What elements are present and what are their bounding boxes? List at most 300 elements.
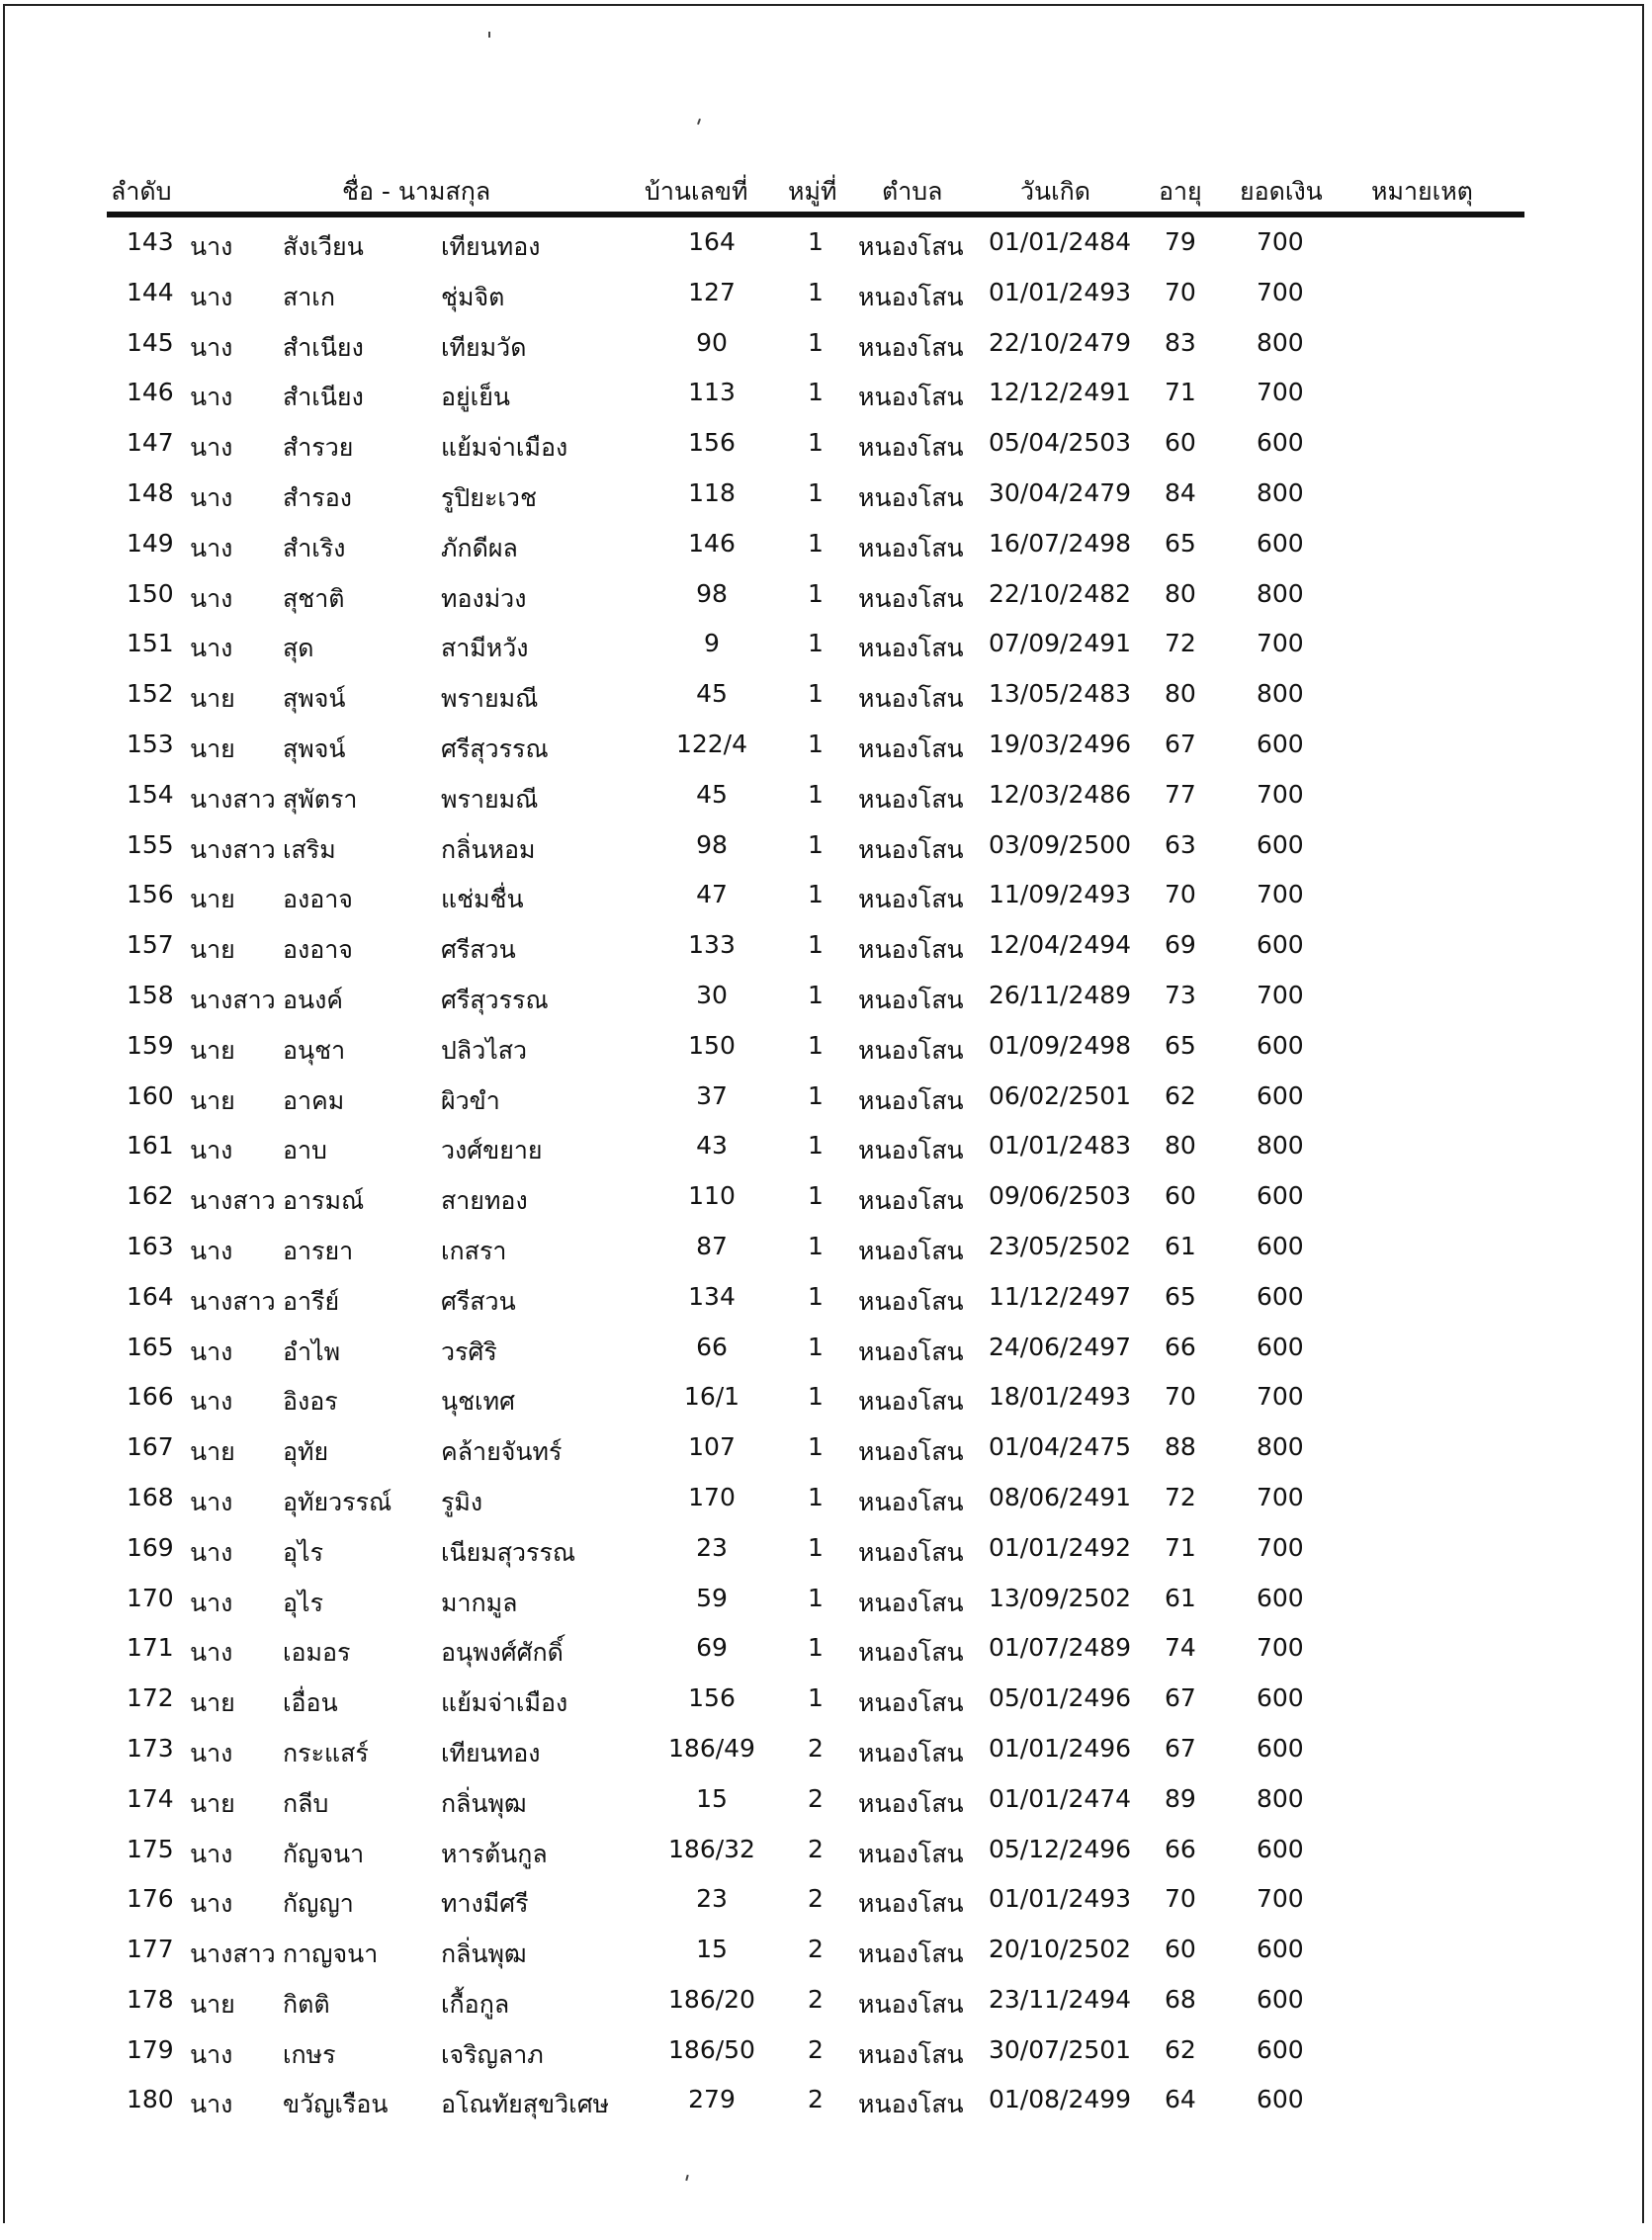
row-house-no: 66	[696, 1332, 728, 1361]
row-no: 148	[127, 477, 174, 507]
row-amount: 600	[1257, 1984, 1304, 2014]
row-amount: 800	[1257, 1432, 1304, 1462]
table-row	[0, 1374, 1652, 1424]
row-last-name: กลิ่นพุฒ	[441, 1939, 527, 1969]
table-row	[0, 2027, 1652, 2078]
row-age: 67	[1165, 1683, 1196, 1713]
row-title: นาง	[190, 634, 233, 663]
table-row	[0, 1224, 1652, 1274]
row-last-name: พรายมณี	[441, 684, 539, 714]
row-amount: 800	[1257, 679, 1304, 709]
row-house-no: 150	[688, 1030, 736, 1060]
row-no: 168	[127, 1482, 174, 1511]
row-house-no: 156	[688, 1683, 736, 1713]
table-row	[0, 1475, 1652, 1525]
row-no: 175	[127, 1834, 174, 1863]
row-last-name: เทียนทอง	[441, 1738, 541, 1767]
row-house-no: 146	[688, 528, 736, 558]
header-amount: ยอดเงิน	[1240, 177, 1323, 206]
row-no: 146	[127, 378, 174, 407]
row-age: 66	[1165, 1332, 1196, 1361]
row-house-no: 186/49	[668, 1733, 755, 1763]
row-last-name: รูปิยะเวช	[441, 482, 537, 512]
row-tambon: หนองโสน	[858, 533, 964, 562]
row-title: นาย	[190, 684, 235, 714]
row-last-name: นุชเทศ	[441, 1387, 515, 1417]
row-title: นางสาว	[190, 1186, 276, 1216]
row-first-name: อุไร	[283, 1588, 324, 1617]
row-moo: 1	[808, 1030, 824, 1060]
row-title: นาย	[190, 1788, 235, 1818]
row-no: 149	[127, 528, 174, 558]
row-first-name: สำเริง	[283, 533, 346, 562]
row-house-no: 164	[688, 227, 736, 256]
row-first-name: สุด	[283, 634, 314, 663]
row-age: 79	[1165, 227, 1196, 256]
row-house-no: 23	[696, 1884, 728, 1914]
row-amount: 800	[1257, 327, 1304, 357]
row-first-name: อารมณ์	[283, 1186, 365, 1216]
row-age: 67	[1165, 729, 1196, 758]
row-amount: 700	[1257, 1884, 1304, 1914]
row-amount: 600	[1257, 829, 1304, 859]
row-house-no: 45	[696, 679, 728, 709]
row-house-no: 69	[696, 1633, 728, 1663]
row-moo: 1	[808, 378, 824, 407]
row-no: 144	[127, 277, 174, 306]
row-title: นาย	[190, 1437, 235, 1467]
row-last-name: กลิ่นหอม	[441, 834, 536, 864]
row-title: นาง	[190, 1537, 233, 1567]
table-row	[0, 1424, 1652, 1475]
row-last-name: อยู่เย็น	[441, 383, 510, 412]
row-amount: 600	[1257, 2034, 1304, 2064]
row-title: นาง	[190, 1487, 233, 1516]
row-amount: 700	[1257, 1532, 1304, 1562]
row-house-no: 30	[696, 980, 728, 1009]
row-dob: 06/02/2501	[989, 1080, 1132, 1110]
row-no: 179	[127, 2034, 174, 2064]
row-dob: 07/09/2491	[989, 629, 1132, 658]
row-last-name: เทียนทอง	[441, 232, 541, 261]
row-amount: 600	[1257, 1281, 1304, 1311]
row-amount: 600	[1257, 2085, 1304, 2114]
row-moo: 2	[808, 2085, 824, 2114]
row-no: 143	[127, 227, 174, 256]
table-row	[0, 1525, 1652, 1576]
row-house-no: 186/50	[668, 2034, 755, 2064]
row-last-name: ทองม่วง	[441, 583, 527, 613]
table-body	[0, 219, 1652, 2127]
row-dob: 23/11/2494	[989, 1984, 1132, 2014]
row-tambon: หนองโสน	[858, 935, 964, 965]
table-row	[0, 471, 1652, 521]
row-no: 163	[127, 1231, 174, 1260]
row-no: 180	[127, 2085, 174, 2114]
row-age: 68	[1165, 1984, 1196, 2014]
row-age: 66	[1165, 1834, 1196, 1863]
table-row	[0, 1726, 1652, 1776]
row-tambon: หนองโสน	[858, 733, 964, 763]
row-age: 70	[1165, 277, 1196, 306]
row-age: 64	[1165, 2085, 1196, 2114]
row-dob: 12/03/2486	[989, 779, 1132, 809]
row-title: นาง	[190, 1136, 233, 1165]
header-name: ชื่อ - นามสกุล	[342, 177, 491, 206]
row-amount: 800	[1257, 1783, 1304, 1813]
row-age: 74	[1165, 1633, 1196, 1663]
row-house-no: 45	[696, 779, 728, 809]
row-house-no: 47	[696, 880, 728, 909]
row-amount: 800	[1257, 1131, 1304, 1161]
row-dob: 01/08/2499	[989, 2085, 1132, 2114]
row-amount: 700	[1257, 880, 1304, 909]
row-title: นางสาว	[190, 1286, 276, 1316]
row-house-no: 90	[696, 327, 728, 357]
row-dob: 30/04/2479	[989, 477, 1132, 507]
row-no: 166	[127, 1382, 174, 1412]
row-tambon: หนองโสน	[858, 2090, 964, 2119]
row-dob: 01/04/2475	[989, 1432, 1132, 1462]
row-no: 170	[127, 1583, 174, 1612]
row-no: 145	[127, 327, 174, 357]
row-moo: 1	[808, 729, 824, 758]
row-first-name: องอาจ	[283, 935, 353, 965]
row-tambon: หนองโสน	[858, 1437, 964, 1467]
header-dob: วันเกิด	[1020, 177, 1091, 206]
row-age: 63	[1165, 829, 1196, 859]
row-tambon: หนองโสน	[858, 684, 964, 714]
row-no: 172	[127, 1683, 174, 1713]
row-first-name: สุพจน์	[283, 684, 346, 714]
row-moo: 1	[808, 428, 824, 458]
row-dob: 22/10/2482	[989, 578, 1132, 608]
row-tambon: หนองโสน	[858, 885, 964, 914]
row-moo: 1	[808, 1332, 824, 1361]
row-dob: 16/07/2498	[989, 528, 1132, 558]
row-no: 152	[127, 679, 174, 709]
row-no: 169	[127, 1532, 174, 1562]
table-row	[0, 1876, 1652, 1927]
header-note: หมายเหตุ	[1371, 177, 1473, 206]
row-age: 61	[1165, 1231, 1196, 1260]
row-age: 89	[1165, 1783, 1196, 1813]
row-tambon: หนองโสน	[858, 1989, 964, 2019]
row-moo: 1	[808, 1281, 824, 1311]
row-tambon: หนองโสน	[858, 1688, 964, 1718]
row-house-no: 9	[704, 629, 720, 658]
row-dob: 01/07/2489	[989, 1633, 1132, 1663]
row-title: นาง	[190, 1738, 233, 1767]
table-row	[0, 1123, 1652, 1173]
row-last-name: รูมิง	[441, 1487, 483, 1516]
row-title: นาง	[190, 1336, 233, 1366]
row-tambon: หนองโสน	[858, 1939, 964, 1969]
row-age: 70	[1165, 1884, 1196, 1914]
row-amount: 700	[1257, 378, 1304, 407]
row-house-no: 110	[688, 1181, 736, 1211]
row-last-name: กลิ่นพุฒ	[441, 1788, 527, 1818]
row-dob: 01/01/2493	[989, 277, 1132, 306]
row-age: 80	[1165, 578, 1196, 608]
row-moo: 1	[808, 1432, 824, 1462]
row-last-name: อโณทัยสุขวิเศษ	[441, 2090, 610, 2119]
row-dob: 18/01/2493	[989, 1382, 1132, 1412]
row-first-name: อำไพ	[283, 1336, 341, 1366]
row-first-name: อารีย์	[283, 1286, 340, 1316]
row-house-no: 133	[688, 930, 736, 960]
row-title: นาง	[190, 1638, 233, 1668]
row-first-name: กัญจนา	[283, 1839, 365, 1868]
row-moo: 1	[808, 880, 824, 909]
row-first-name: องอาจ	[283, 885, 353, 914]
row-no: 158	[127, 980, 174, 1009]
row-amount: 600	[1257, 1583, 1304, 1612]
table-row	[0, 571, 1652, 622]
row-no: 147	[127, 428, 174, 458]
row-first-name: สำรวย	[283, 433, 354, 463]
row-age: 69	[1165, 930, 1196, 960]
row-moo: 1	[808, 1080, 824, 1110]
row-house-no: 23	[696, 1532, 728, 1562]
row-house-no: 127	[688, 277, 736, 306]
row-no: 165	[127, 1332, 174, 1361]
table-row	[0, 1625, 1652, 1676]
row-no: 176	[127, 1884, 174, 1914]
row-first-name: อุทัยวรรณ์	[283, 1487, 392, 1516]
row-first-name: เกษร	[283, 2039, 336, 2069]
table-row	[0, 270, 1652, 320]
row-first-name: กลีบ	[283, 1788, 329, 1818]
row-title: นาย	[190, 733, 235, 763]
row-house-no: 98	[696, 829, 728, 859]
row-tambon: หนองโสน	[858, 1387, 964, 1417]
row-first-name: สุพจน์	[283, 733, 346, 763]
row-last-name: มากมูล	[441, 1588, 518, 1617]
row-amount: 600	[1257, 428, 1304, 458]
row-tambon: หนองโสน	[858, 1588, 964, 1617]
table-row	[0, 370, 1652, 420]
row-moo: 1	[808, 1532, 824, 1562]
row-tambon: หนองโสน	[858, 1035, 964, 1065]
row-last-name: สามีหวัง	[441, 634, 529, 663]
header-house-no: บ้านเลขที่	[645, 177, 748, 206]
row-tambon: หนองโสน	[858, 482, 964, 512]
row-age: 71	[1165, 1532, 1196, 1562]
row-tambon: หนองโสน	[858, 282, 964, 311]
row-last-name: สายทอง	[441, 1186, 528, 1216]
row-house-no: 59	[696, 1583, 728, 1612]
row-tambon: หนองโสน	[858, 1638, 964, 1668]
scan-speck	[488, 32, 490, 38]
table-row	[0, 1576, 1652, 1626]
table-row	[0, 420, 1652, 471]
row-house-no: 279	[688, 2085, 736, 2114]
row-last-name: แช่มชื่น	[441, 885, 524, 914]
header-tambon: ตำบล	[882, 177, 943, 206]
row-moo: 1	[808, 779, 824, 809]
row-dob: 24/06/2497	[989, 1332, 1132, 1361]
row-no: 154	[127, 779, 174, 809]
row-dob: 11/12/2497	[989, 1281, 1132, 1311]
row-dob: 03/09/2500	[989, 829, 1132, 859]
table-row	[0, 973, 1652, 1023]
row-age: 72	[1165, 1482, 1196, 1511]
row-dob: 01/01/2474	[989, 1783, 1132, 1813]
row-no: 164	[127, 1281, 174, 1311]
row-amount: 600	[1257, 930, 1304, 960]
row-tambon: หนองโสน	[858, 332, 964, 362]
table-row	[0, 1274, 1652, 1325]
row-title: นาย	[190, 1989, 235, 2019]
row-last-name: เกื้อกูล	[441, 1989, 510, 2019]
row-amount: 600	[1257, 1935, 1304, 1964]
row-no: 171	[127, 1633, 174, 1663]
row-title: นาง	[190, 533, 233, 562]
row-first-name: สังเวียน	[283, 232, 364, 261]
row-title: นาย	[190, 1688, 235, 1718]
row-age: 80	[1165, 1131, 1196, 1161]
header-age: อายุ	[1159, 177, 1202, 206]
row-tambon: หนองโสน	[858, 1889, 964, 1919]
row-last-name: ปลิวไสว	[441, 1035, 528, 1065]
row-amount: 600	[1257, 528, 1304, 558]
row-first-name: กระแสร์	[283, 1738, 369, 1767]
row-last-name: ศรีสุวรรณ	[441, 985, 549, 1014]
row-no: 153	[127, 729, 174, 758]
row-no: 156	[127, 880, 174, 909]
row-first-name: สุพัตรา	[283, 784, 358, 814]
row-house-no: 118	[688, 477, 736, 507]
row-tambon: หนองโสน	[858, 1487, 964, 1516]
row-amount: 600	[1257, 729, 1304, 758]
table-row	[0, 2077, 1652, 2127]
row-age: 71	[1165, 378, 1196, 407]
row-age: 84	[1165, 477, 1196, 507]
row-title: นาง	[190, 383, 233, 412]
row-amount: 600	[1257, 1683, 1304, 1713]
table-row	[0, 872, 1652, 922]
row-house-no: 122/4	[675, 729, 748, 758]
row-house-no: 87	[696, 1231, 728, 1260]
row-title: นาง	[190, 433, 233, 463]
row-amount: 700	[1257, 1482, 1304, 1511]
row-tambon: หนองโสน	[858, 985, 964, 1014]
row-tambon: หนองโสน	[858, 1788, 964, 1818]
row-tambon: หนองโสน	[858, 583, 964, 613]
row-no: 150	[127, 578, 174, 608]
row-first-name: ขวัญเรือน	[283, 2090, 389, 2119]
row-first-name: อิงอร	[283, 1387, 338, 1417]
row-age: 65	[1165, 1030, 1196, 1060]
row-moo: 1	[808, 1131, 824, 1161]
row-dob: 01/01/2496	[989, 1733, 1132, 1763]
row-no: 174	[127, 1783, 174, 1813]
row-age: 61	[1165, 1583, 1196, 1612]
row-title: นาย	[190, 885, 235, 914]
row-amount: 800	[1257, 477, 1304, 507]
header-no: ลำดับ	[111, 177, 172, 206]
row-tambon: หนองโสน	[858, 2039, 964, 2069]
row-dob: 05/04/2503	[989, 428, 1132, 458]
row-first-name: อุไร	[283, 1537, 324, 1567]
row-age: 72	[1165, 629, 1196, 658]
row-last-name: วงศ์ขยาย	[441, 1136, 543, 1165]
table-row	[0, 1173, 1652, 1224]
row-no: 155	[127, 829, 174, 859]
row-age: 65	[1165, 528, 1196, 558]
row-dob: 19/03/2496	[989, 729, 1132, 758]
row-moo: 1	[808, 1181, 824, 1211]
row-last-name: เกสรา	[441, 1236, 507, 1265]
row-last-name: แย้มจ่าเมือง	[441, 1688, 568, 1718]
row-house-no: 113	[688, 378, 736, 407]
row-moo: 2	[808, 1935, 824, 1964]
row-title: นาง	[190, 482, 233, 512]
row-house-no: 107	[688, 1432, 736, 1462]
row-title: นางสาว	[190, 834, 276, 864]
row-tambon: หนองโสน	[858, 433, 964, 463]
table-row	[0, 1776, 1652, 1827]
row-dob: 08/06/2491	[989, 1482, 1132, 1511]
row-house-no: 15	[696, 1935, 728, 1964]
row-age: 62	[1165, 2034, 1196, 2064]
row-dob: 22/10/2479	[989, 327, 1132, 357]
row-moo: 2	[808, 1783, 824, 1813]
row-no: 157	[127, 930, 174, 960]
row-tambon: หนองโสน	[858, 634, 964, 663]
row-age: 67	[1165, 1733, 1196, 1763]
row-dob: 13/05/2483	[989, 679, 1132, 709]
row-first-name: เอื่อน	[283, 1688, 338, 1718]
row-no: 151	[127, 629, 174, 658]
row-tambon: หนองโสน	[858, 1537, 964, 1567]
table-row	[0, 1827, 1652, 1877]
row-house-no: 186/32	[668, 1834, 755, 1863]
row-tambon: หนองโสน	[858, 834, 964, 864]
row-house-no: 156	[688, 428, 736, 458]
row-amount: 600	[1257, 1181, 1304, 1211]
row-moo: 1	[808, 528, 824, 558]
row-title: นาง	[190, 1889, 233, 1919]
row-last-name: อนุพงศ์ศักดิ์	[441, 1638, 564, 1668]
row-moo: 2	[808, 1984, 824, 2014]
row-amount: 700	[1257, 779, 1304, 809]
row-title: นางสาว	[190, 1939, 276, 1969]
row-no: 167	[127, 1432, 174, 1462]
row-first-name: สำเนียง	[283, 332, 364, 362]
table-row	[0, 521, 1652, 571]
row-moo: 1	[808, 327, 824, 357]
row-house-no: 186/20	[668, 1984, 755, 2014]
row-age: 60	[1165, 1181, 1196, 1211]
row-tambon: หนองโสน	[858, 232, 964, 261]
row-age: 77	[1165, 779, 1196, 809]
row-first-name: กาญจนา	[283, 1939, 379, 1969]
row-age: 88	[1165, 1432, 1196, 1462]
row-age: 70	[1165, 880, 1196, 909]
row-moo: 1	[808, 829, 824, 859]
row-title: นาง	[190, 1839, 233, 1868]
row-tambon: หนองโสน	[858, 1085, 964, 1115]
row-moo: 1	[808, 227, 824, 256]
row-tambon: หนองโสน	[858, 1236, 964, 1265]
row-tambon: หนองโสน	[858, 1286, 964, 1316]
row-title: นาย	[190, 1085, 235, 1115]
row-age: 80	[1165, 679, 1196, 709]
row-dob: 05/12/2496	[989, 1834, 1132, 1863]
row-house-no: 98	[696, 578, 728, 608]
